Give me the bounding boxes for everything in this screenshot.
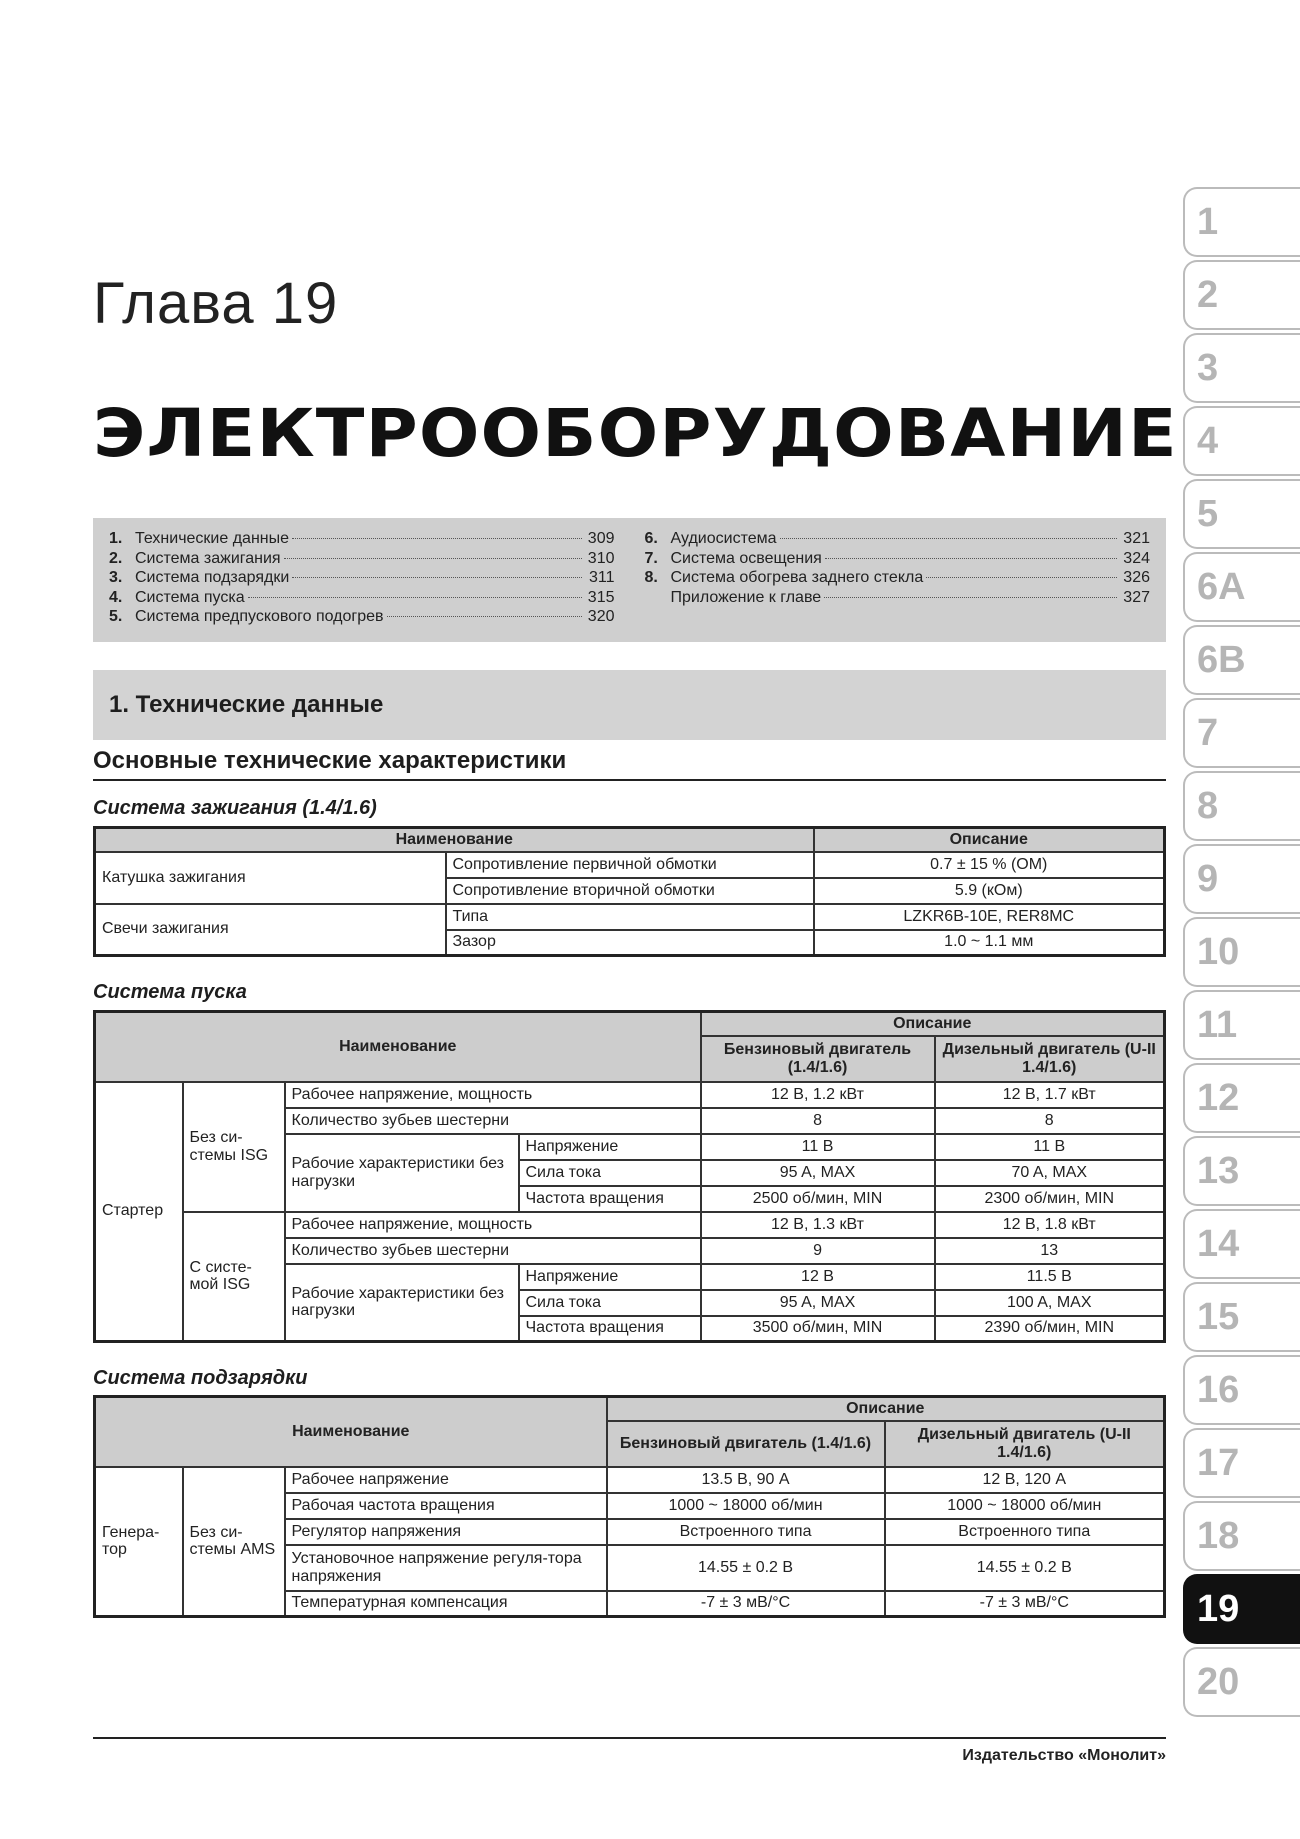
value-cell: 1000 ~ 18000 об/мин [607,1493,885,1519]
subgroup-label: Без си-стемы AMS [183,1467,285,1617]
table-row [95,1082,1165,1108]
chapter-tab[interactable]: 3 [1183,333,1300,403]
table-row [95,852,1165,878]
toc-column-left [109,530,615,630]
toc-item-page: 310 [587,549,615,567]
toc-item-number: 1. [109,530,123,547]
chapter-tab[interactable]: 15 [1183,1282,1300,1352]
value-cell: -7 ± 3 мВ/°С [607,1591,885,1617]
charging-table-caption: Система подзарядки [93,1367,308,1389]
param-cell: Установочное напряжение регуля-тора напряжения [285,1545,607,1591]
publisher-name: Издательство «Монолит» [962,1747,1166,1764]
toc-item-page: 324 [1123,549,1150,567]
toc-item-page: 320 [587,608,615,625]
toc-column-right [645,530,1151,630]
value-cell: Встроенного типа [607,1519,885,1545]
subsection-title: Основные технические характеристики [93,747,1166,781]
header-diesel: Дизельный двигатель (U-II 1.4/1.6) [935,1036,1165,1082]
value-cell: 9 [701,1238,935,1264]
value-cell: 12 В [701,1264,935,1290]
ignition-table-caption: Система зажигания (1.4/1.6) [93,797,377,819]
toc-item-title: Система подзарядки [135,569,290,586]
toc-item-title: Система обогрева заднего стекла [670,569,924,586]
value-cell: 2390 об/мин, MIN [935,1316,1165,1342]
group-label: Катушка зажигания [95,852,446,904]
toc-leader [780,538,1117,539]
subgroup-label: Без си-стемы ISG [183,1082,285,1212]
value-cell: 100 A, MAX [935,1290,1165,1316]
toc-item-page: 315 [587,588,615,606]
value-cell: 11.5 В [935,1264,1165,1290]
toc-item[interactable] [109,569,615,589]
table-row [95,1212,1165,1238]
toc-item-page: 326 [1123,569,1150,586]
toc-item[interactable] [109,589,615,609]
toc-item[interactable] [645,530,1151,550]
toc-item-number: 6. [644,530,658,547]
chapter-tab[interactable]: 16 [1183,1355,1300,1425]
value-cell: 95 A, MAX [701,1290,935,1316]
value-cell: 11 В [935,1134,1165,1160]
chapter-tab[interactable]: 11 [1183,990,1300,1060]
value-cell: 14.55 ± 0.2 В [607,1545,885,1591]
toc-item-title: Система предпускового подогрев [135,608,384,625]
chapter-tab[interactable]: 9 [1183,844,1300,914]
param-cell: Рабочие характеристики без нагрузки [285,1134,519,1212]
param-cell: Рабочая частота вращения [285,1493,607,1519]
chapter-tab[interactable]: 4 [1183,406,1300,476]
param-cell: Типа [446,904,814,930]
chapter-tab[interactable]: 1 [1183,187,1300,257]
param-cell: Рабочее напряжение, мощность [285,1082,701,1108]
chapter-label: Глава 19 [93,271,339,336]
param-cell: Зазор [446,930,814,956]
toc-item-title: Система зажигания [135,549,281,567]
chapter-toc [93,518,1166,642]
value-cell: 8 [935,1108,1165,1134]
toc-item[interactable] [109,550,615,570]
toc-item[interactable] [645,569,1151,589]
value-cell: 0.7 ± 15 % (ОМ) [814,852,1165,878]
chapter-tab[interactable]: 8 [1183,771,1300,841]
value-cell: 3500 об/мин, MIN [701,1316,935,1342]
header-description: Описание [607,1397,1165,1421]
header-description: Описание [701,1012,1165,1036]
device-label: Генера-тор [95,1467,183,1617]
toc-item[interactable] [645,550,1151,570]
toc-leader [926,577,1117,578]
value-cell: 1000 ~ 18000 об/мин [885,1493,1165,1519]
chapter-tab[interactable]: 18 [1183,1501,1300,1571]
value-cell: 12 В, 1.7 кВт [935,1082,1165,1108]
toc-item-title: Система пуска [135,588,245,606]
chapter-tab[interactable]: 2 [1183,260,1300,330]
value-cell: 11 В [701,1134,935,1160]
device-label: Стартер [95,1082,183,1342]
subparam-cell: Частота вращения [519,1186,701,1212]
table-header-row [95,1012,1165,1036]
chapter-tab-active[interactable]: 19 [1183,1574,1300,1644]
value-cell: 12 В, 1.2 кВт [701,1082,935,1108]
toc-item[interactable] [109,608,615,628]
chapter-tab[interactable]: 13 [1183,1136,1300,1206]
toc-item-page: 309 [587,530,615,547]
param-cell: Количество зубьев шестерни [285,1238,701,1264]
toc-leader [292,577,581,578]
toc-item-number: 4. [109,588,123,606]
toc-item-title: Система освещения [670,549,822,567]
toc-item-number: 3. [109,569,123,586]
subparam-cell: Напряжение [519,1134,701,1160]
value-cell: 1.0 ~ 1.1 мм [814,930,1165,956]
table-header-row [95,1397,1165,1421]
header-name: Наименование [95,1397,607,1467]
toc-item-page: 311 [588,569,615,586]
value-cell: 2500 об/мин, MIN [701,1186,935,1212]
subgroup-label: С систе-мой ISG [183,1212,285,1342]
chapter-tab[interactable]: 20 [1183,1647,1300,1717]
toc-item-number: 2. [109,549,123,567]
toc-item-title: Аудиосистема [670,530,777,547]
toc-leader [248,597,582,598]
value-cell: -7 ± 3 мВ/°С [885,1591,1165,1617]
param-cell: Количество зубьев шестерни [285,1108,701,1134]
toc-leader [284,558,582,559]
toc-leader [292,538,581,539]
header-diesel: Дизельный двигатель (U-II 1.4/1.6) [885,1421,1165,1467]
table-row [95,1467,1165,1493]
value-cell: 5.9 (кОм) [814,878,1165,904]
toc-item[interactable] [109,530,615,550]
header-petrol: Бензиновый двигатель (1.4/1.6) [607,1421,885,1467]
toc-item-page: 327 [1123,588,1150,606]
subparam-cell: Сила тока [519,1290,701,1316]
toc-item-page: 321 [1123,530,1150,547]
chapter-tab[interactable]: 7 [1183,698,1300,768]
chapter-tab[interactable]: 12 [1183,1063,1300,1133]
value-cell: LZKR6B-10E, RER8MC [814,904,1165,930]
toc-item-number: 7. [644,549,658,567]
chapter-tab[interactable]: 6B [1183,625,1300,695]
param-cell: Рабочее напряжение [285,1467,607,1493]
param-cell: Температурная компенсация [285,1591,607,1617]
param-cell: Сопротивление вторичной обмотки [446,878,814,904]
header-petrol: Бензиновый двигатель (1.4/1.6) [701,1036,935,1082]
chapter-tab[interactable]: 5 [1183,479,1300,549]
section-header: 1. Технические данные [93,670,1166,740]
footer-divider [93,1737,1166,1739]
toc-leader [825,558,1117,559]
chapter-tab[interactable]: 10 [1183,917,1300,987]
toc-item-number: 5. [109,608,123,625]
toc-leader [824,597,1117,598]
chapter-tab[interactable]: 17 [1183,1428,1300,1498]
toc-item[interactable] [645,589,1151,609]
value-cell: 2300 об/мин, MIN [935,1186,1165,1212]
value-cell: 12 В, 1.3 кВт [701,1212,935,1238]
starter-table-caption: Система пуска [93,981,247,1003]
chapter-title: ЭЛЕКТРООБОРУДОВАНИЕ [93,395,1178,472]
param-cell: Сопротивление первичной обмотки [446,852,814,878]
value-cell: 14.55 ± 0.2 В [885,1545,1165,1591]
value-cell: 13.5 В, 90 А [607,1467,885,1493]
subparam-cell: Напряжение [519,1264,701,1290]
chapter-tab[interactable]: 6A [1183,552,1300,622]
toc-item-title: Приложение к главе [670,588,822,606]
value-cell: 12 В, 1.8 кВт [935,1212,1165,1238]
chapter-tab[interactable]: 14 [1183,1209,1300,1279]
starter-table [93,1010,1166,1343]
toc-item-number: 8. [644,569,658,586]
header-name: Наименование [95,828,814,852]
subparam-cell: Частота вращения [519,1316,701,1342]
toc-item-title: Технические данные [135,530,290,547]
table-header-row [95,828,1165,852]
ignition-table [93,826,1166,957]
value-cell: 8 [701,1108,935,1134]
header-description: Описание [814,828,1165,852]
subparam-cell: Сила тока [519,1160,701,1186]
value-cell: 70 A, MAX [935,1160,1165,1186]
group-label: Свечи зажигания [95,904,446,956]
table-row [95,904,1165,930]
param-cell: Регулятор напряжения [285,1519,607,1545]
param-cell: Рабочее напряжение, мощность [285,1212,701,1238]
toc-leader [387,616,582,617]
param-cell: Рабочие характеристики без нагрузки [285,1264,519,1342]
value-cell: 95 A, MAX [701,1160,935,1186]
value-cell: Встроенного типа [885,1519,1165,1545]
charging-table [93,1395,1166,1618]
value-cell: 13 [935,1238,1165,1264]
value-cell: 12 В, 120 А [885,1467,1165,1493]
header-name: Наименование [95,1012,701,1082]
